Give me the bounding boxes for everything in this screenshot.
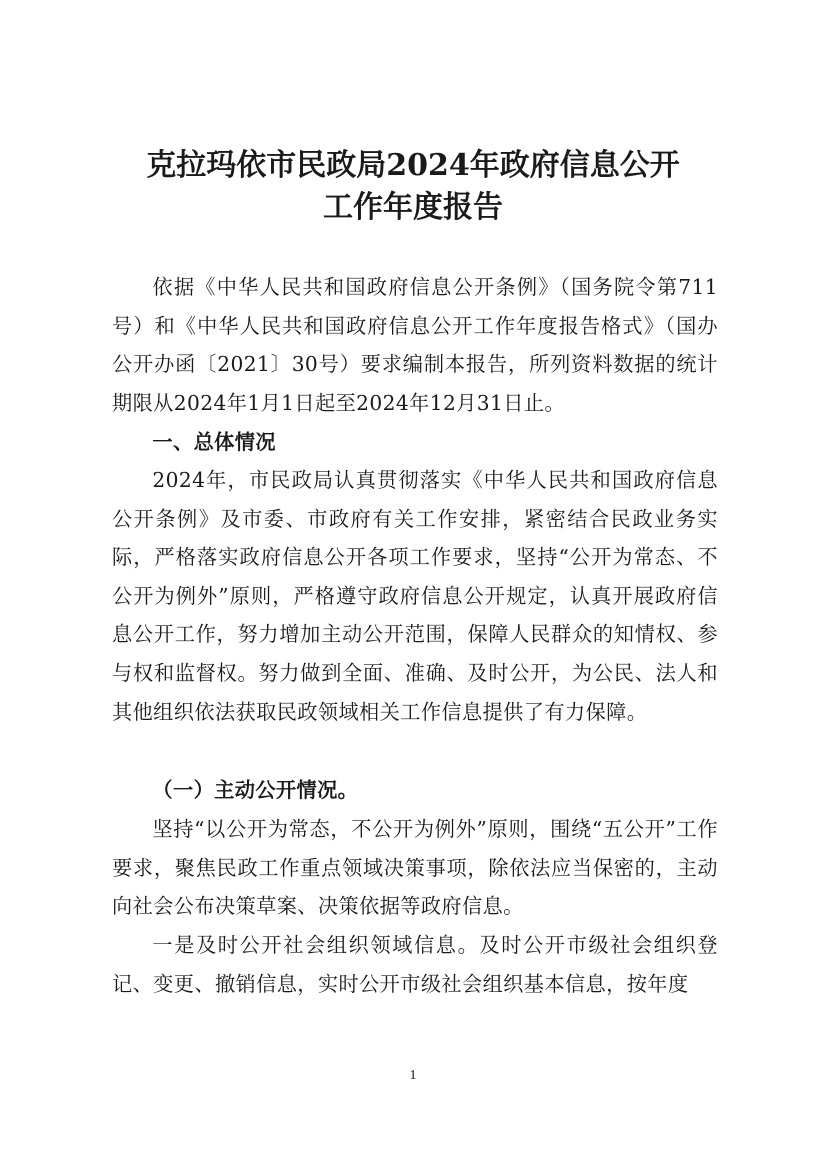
overview-paragraph: 2024年，市民政局认真贯彻落实《中华人民共和国政府信息公开条例》及市委、市政府有关工作安排，紧密结合民政业务实际，严格落实政府信息公开各项工作要求，坚持“公开为常态、不公开为例外”原则，严格遵守政府信息公开规定，认真开展政府信息公开工作，努力增加主动公开范围，保障人民群众的知情权、参与权和监督权。努力做到全面、准确、及时公开，为公民、法人和其他组织依法获取民政领域相关工作信息提供了有力保障。 (112, 468, 718, 724)
section-heading-overview: 一、总体情况 (152, 430, 276, 454)
intro-paragraph: 依据《中华人民共和国政府信息公开条例》（国务院令第711号）和《中华人民共和国政府信息公开工作年度报告格式》（国办公开办函〔2021〕30号）要求编制本报告，所列资料数据的统计期限从2024年1月1日起至2024年12月31日止。 (112, 275, 718, 415)
page-number: 1 (409, 1068, 417, 1083)
document-title-line-1: 克拉玛依市民政局2024年政府信息公开 (146, 148, 680, 183)
active-disclosure-paragraph: 坚持“以公开为常态，不公开为例外”原则，围绕“五公开”工作要求，聚焦民政工作重点领域决策事项，除依法应当保密的，主动向社会公布决策草案、决策依据等政府信息。 (112, 817, 718, 919)
document-title-line-2: 工作年度报告 (323, 190, 503, 225)
subsection-heading-active-disclosure: （一）主动公开情况。 (152, 778, 359, 802)
social-organization-paragraph: 一是及时公开社会组织领域信息。及时公开市级社会组织登记、变更、撤销信息，实时公开市级社会组织基本信息，按年度 (112, 933, 718, 996)
